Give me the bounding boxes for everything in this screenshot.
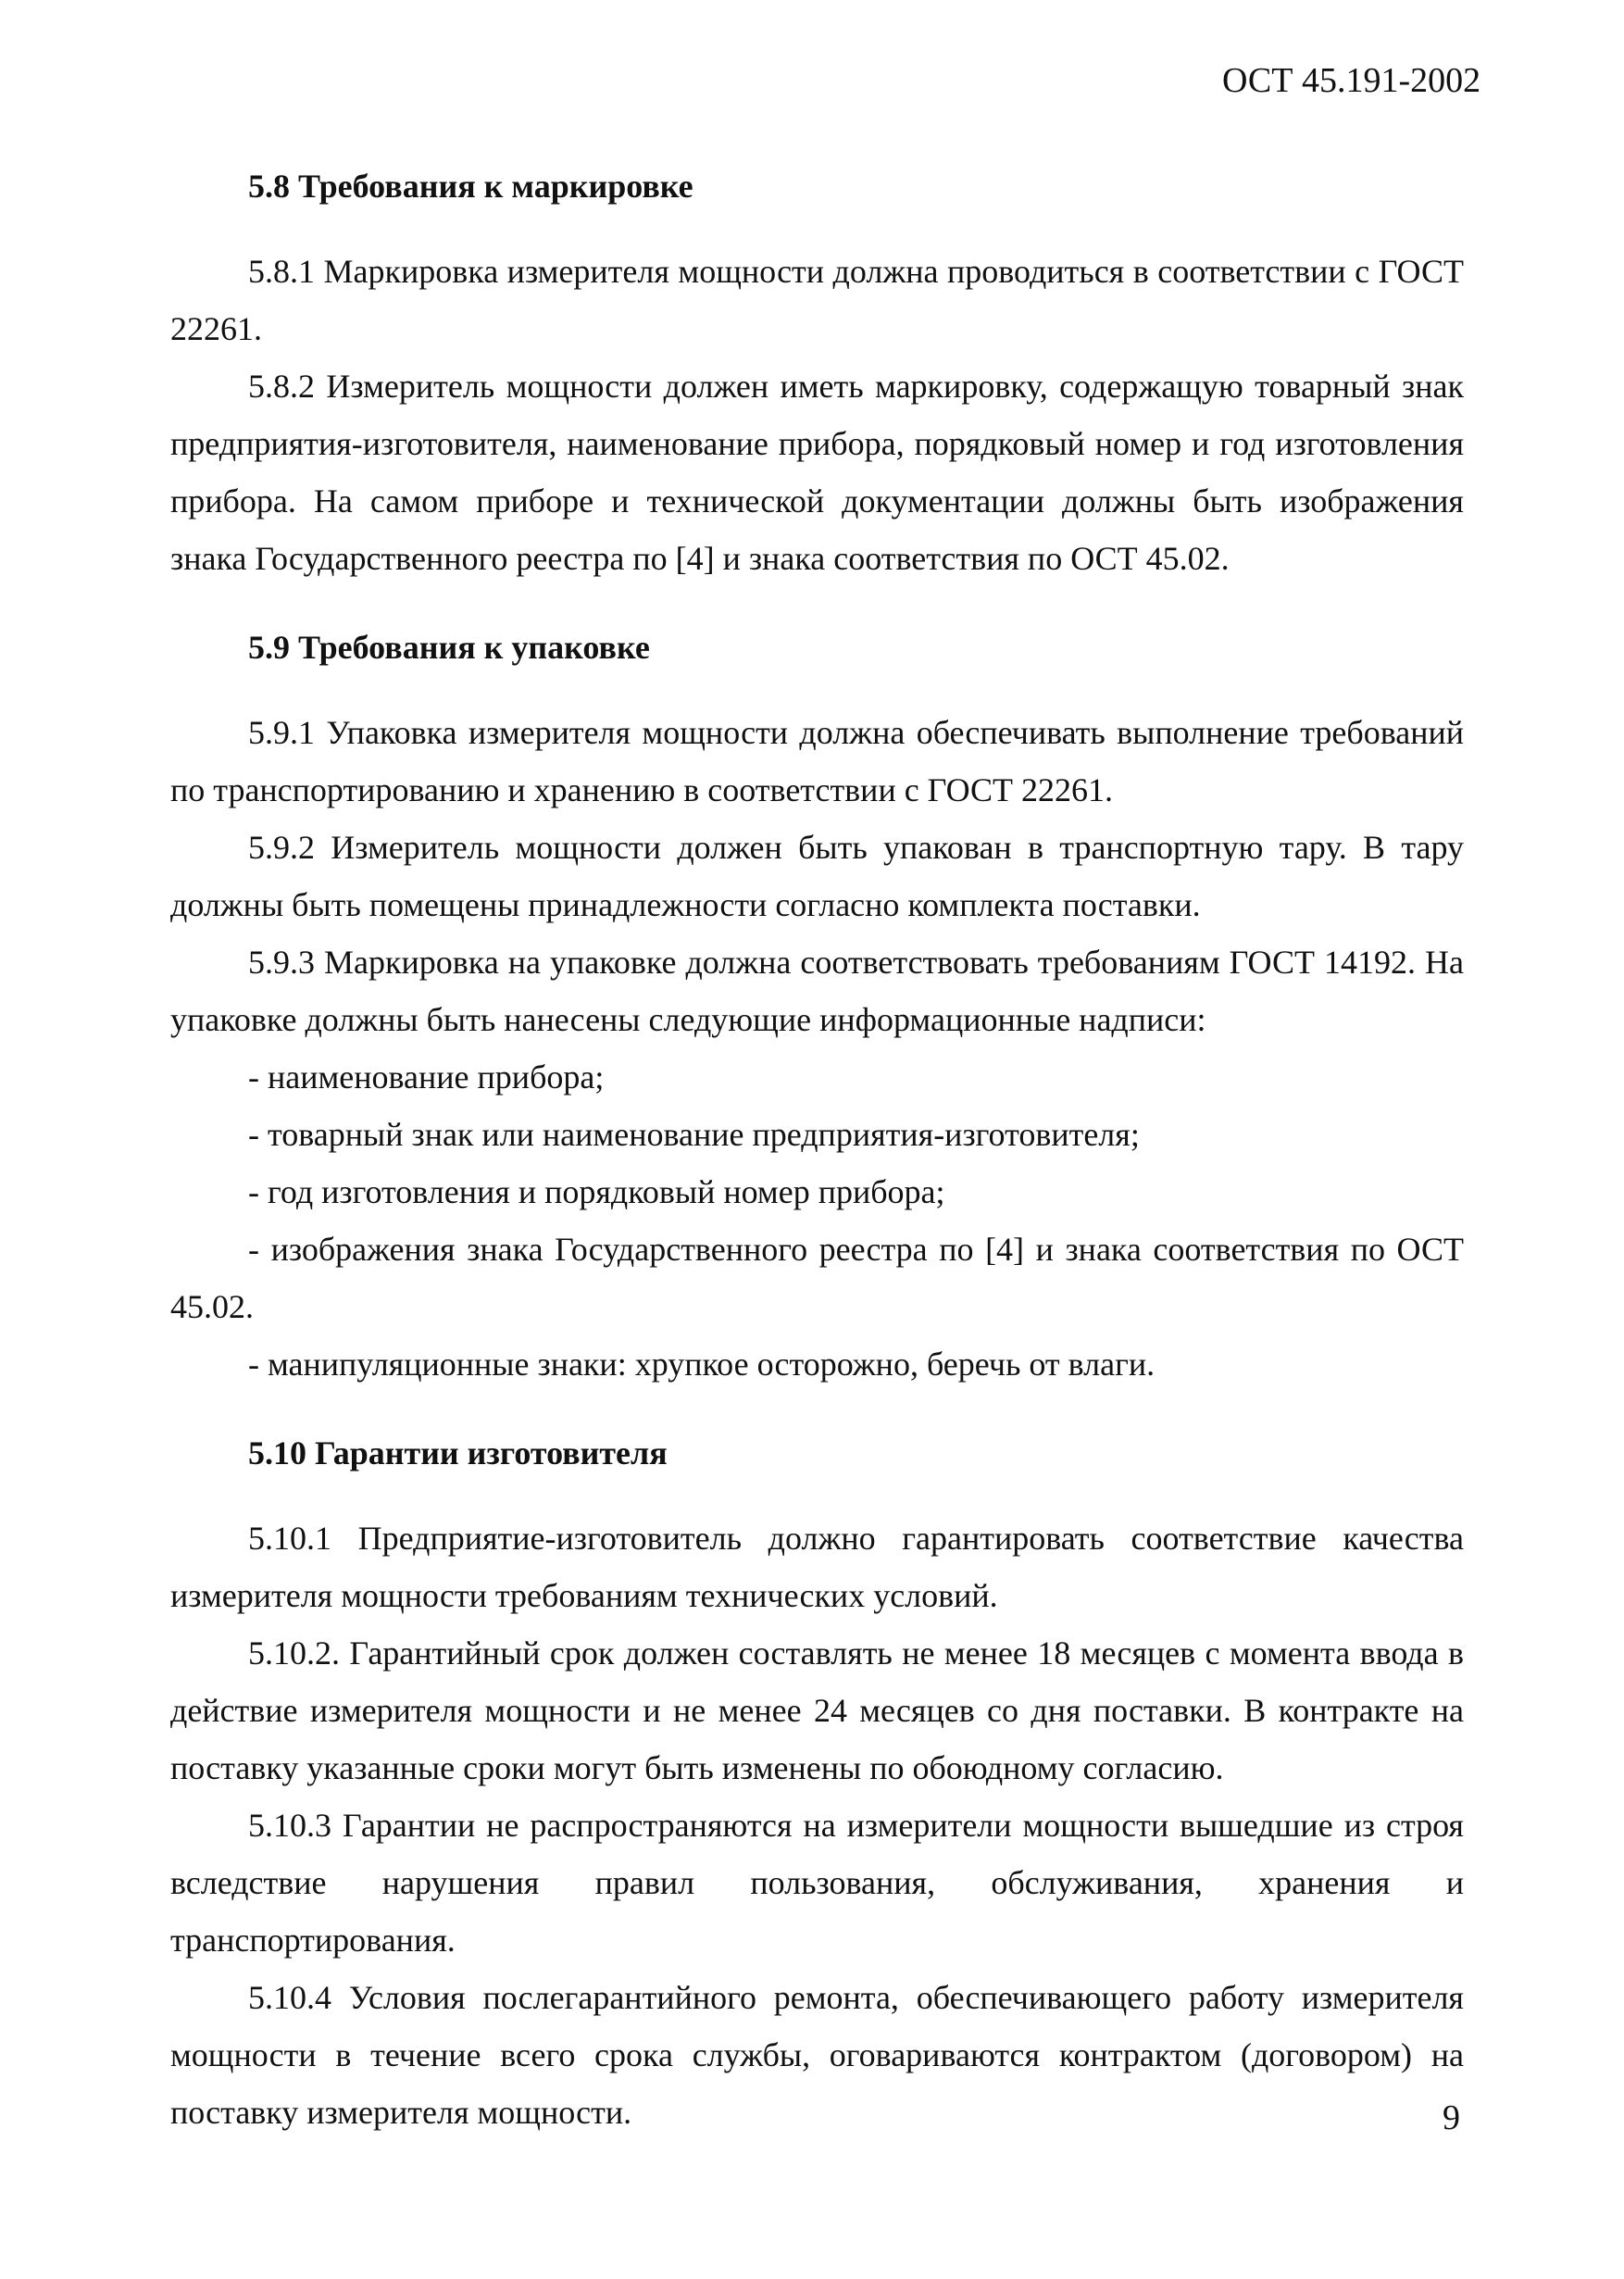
page-number: 9 bbox=[1443, 2098, 1460, 2137]
document-body bbox=[170, 157, 1464, 2141]
paragraph: 5.10.2. Гарантийный срок должен составлять не менее 18 месяцев с момента ввода в действие измерителя мощности и не менее 24 месяцев со дня поставки. В контракте на поставку указанные сроки могут быть изменены по обоюдному согласию. bbox=[170, 1634, 1464, 1786]
list-item: - год изготовления и порядковый номер прибора; bbox=[248, 1173, 945, 1210]
document-code: ОСТ 45.191-2002 bbox=[1222, 61, 1481, 100]
list-item: - манипуляционные знаки: хрупкое осторожно, беречь от влаги. bbox=[248, 1346, 1156, 1383]
paragraph: 5.8.2 Измеритель мощности должен иметь маркировку, содержащую товарный знак предприятия-изготовителя, наименование прибора, порядковый номер и год изготовления прибора. На самом приборе и технической документации должны быть изображения знака Государственного реестра по [4] и знака соответствия по ОСТ 45.02. bbox=[170, 368, 1464, 577]
paragraph: 5.9.1 Упаковка измерителя мощности должна обеспечивать выполнение требований по транспортированию и хранению в соответствии с ГОСТ 22261. bbox=[170, 714, 1464, 808]
section-heading: 5.10 Гарантии изготовителя bbox=[248, 1434, 668, 1471]
paragraph: 5.8.1 Маркировка измерителя мощности должна проводиться в соответствии с ГОСТ 22261. bbox=[170, 253, 1464, 347]
paragraph: 5.10.1 Предприятие-изготовитель должно гарантировать соответствие качества измерителя мощности требованиям технических условий. bbox=[170, 1520, 1464, 1614]
section-heading: 5.8 Требования к маркировке bbox=[248, 168, 693, 205]
paragraph: 5.10.4 Условия послегарантийного ремонта, обеспечивающего работу измерителя мощности в течение всего срока службы, оговариваются контрактом (договором) на поставку измерителя мощности. bbox=[170, 1979, 1464, 2131]
list-item: - наименование прибора; bbox=[248, 1058, 605, 1096]
paragraph: 5.9.2 Измеритель мощности должен быть упакован в транспортную тару. В тару должны быть помещены принадлежности согласно комплекта поставки. bbox=[170, 829, 1464, 923]
section-5-8 bbox=[170, 157, 1464, 587]
list-item: - товарный знак или наименование предприятия-изготовителя; bbox=[248, 1116, 1140, 1153]
paragraph: 5.9.3 Маркировка на упаковке должна соответствовать требованиям ГОСТ 14192. На упаковке должны быть нанесены следующие информационные надписи: bbox=[170, 944, 1464, 1038]
list-item: - изображения знака Государственного реестра по [4] и знака соответствия по ОСТ 45.02. bbox=[170, 1231, 1464, 1325]
section-5-9 bbox=[170, 619, 1464, 1393]
paragraph: 5.10.3 Гарантии не распространяются на измерители мощности вышедшие из строя вследствие нарушения правил пользования, обслуживания, хранения и транспортирования. bbox=[170, 1807, 1464, 1959]
section-heading: 5.9 Требования к упаковке bbox=[248, 629, 650, 666]
section-5-10 bbox=[170, 1424, 1464, 2141]
